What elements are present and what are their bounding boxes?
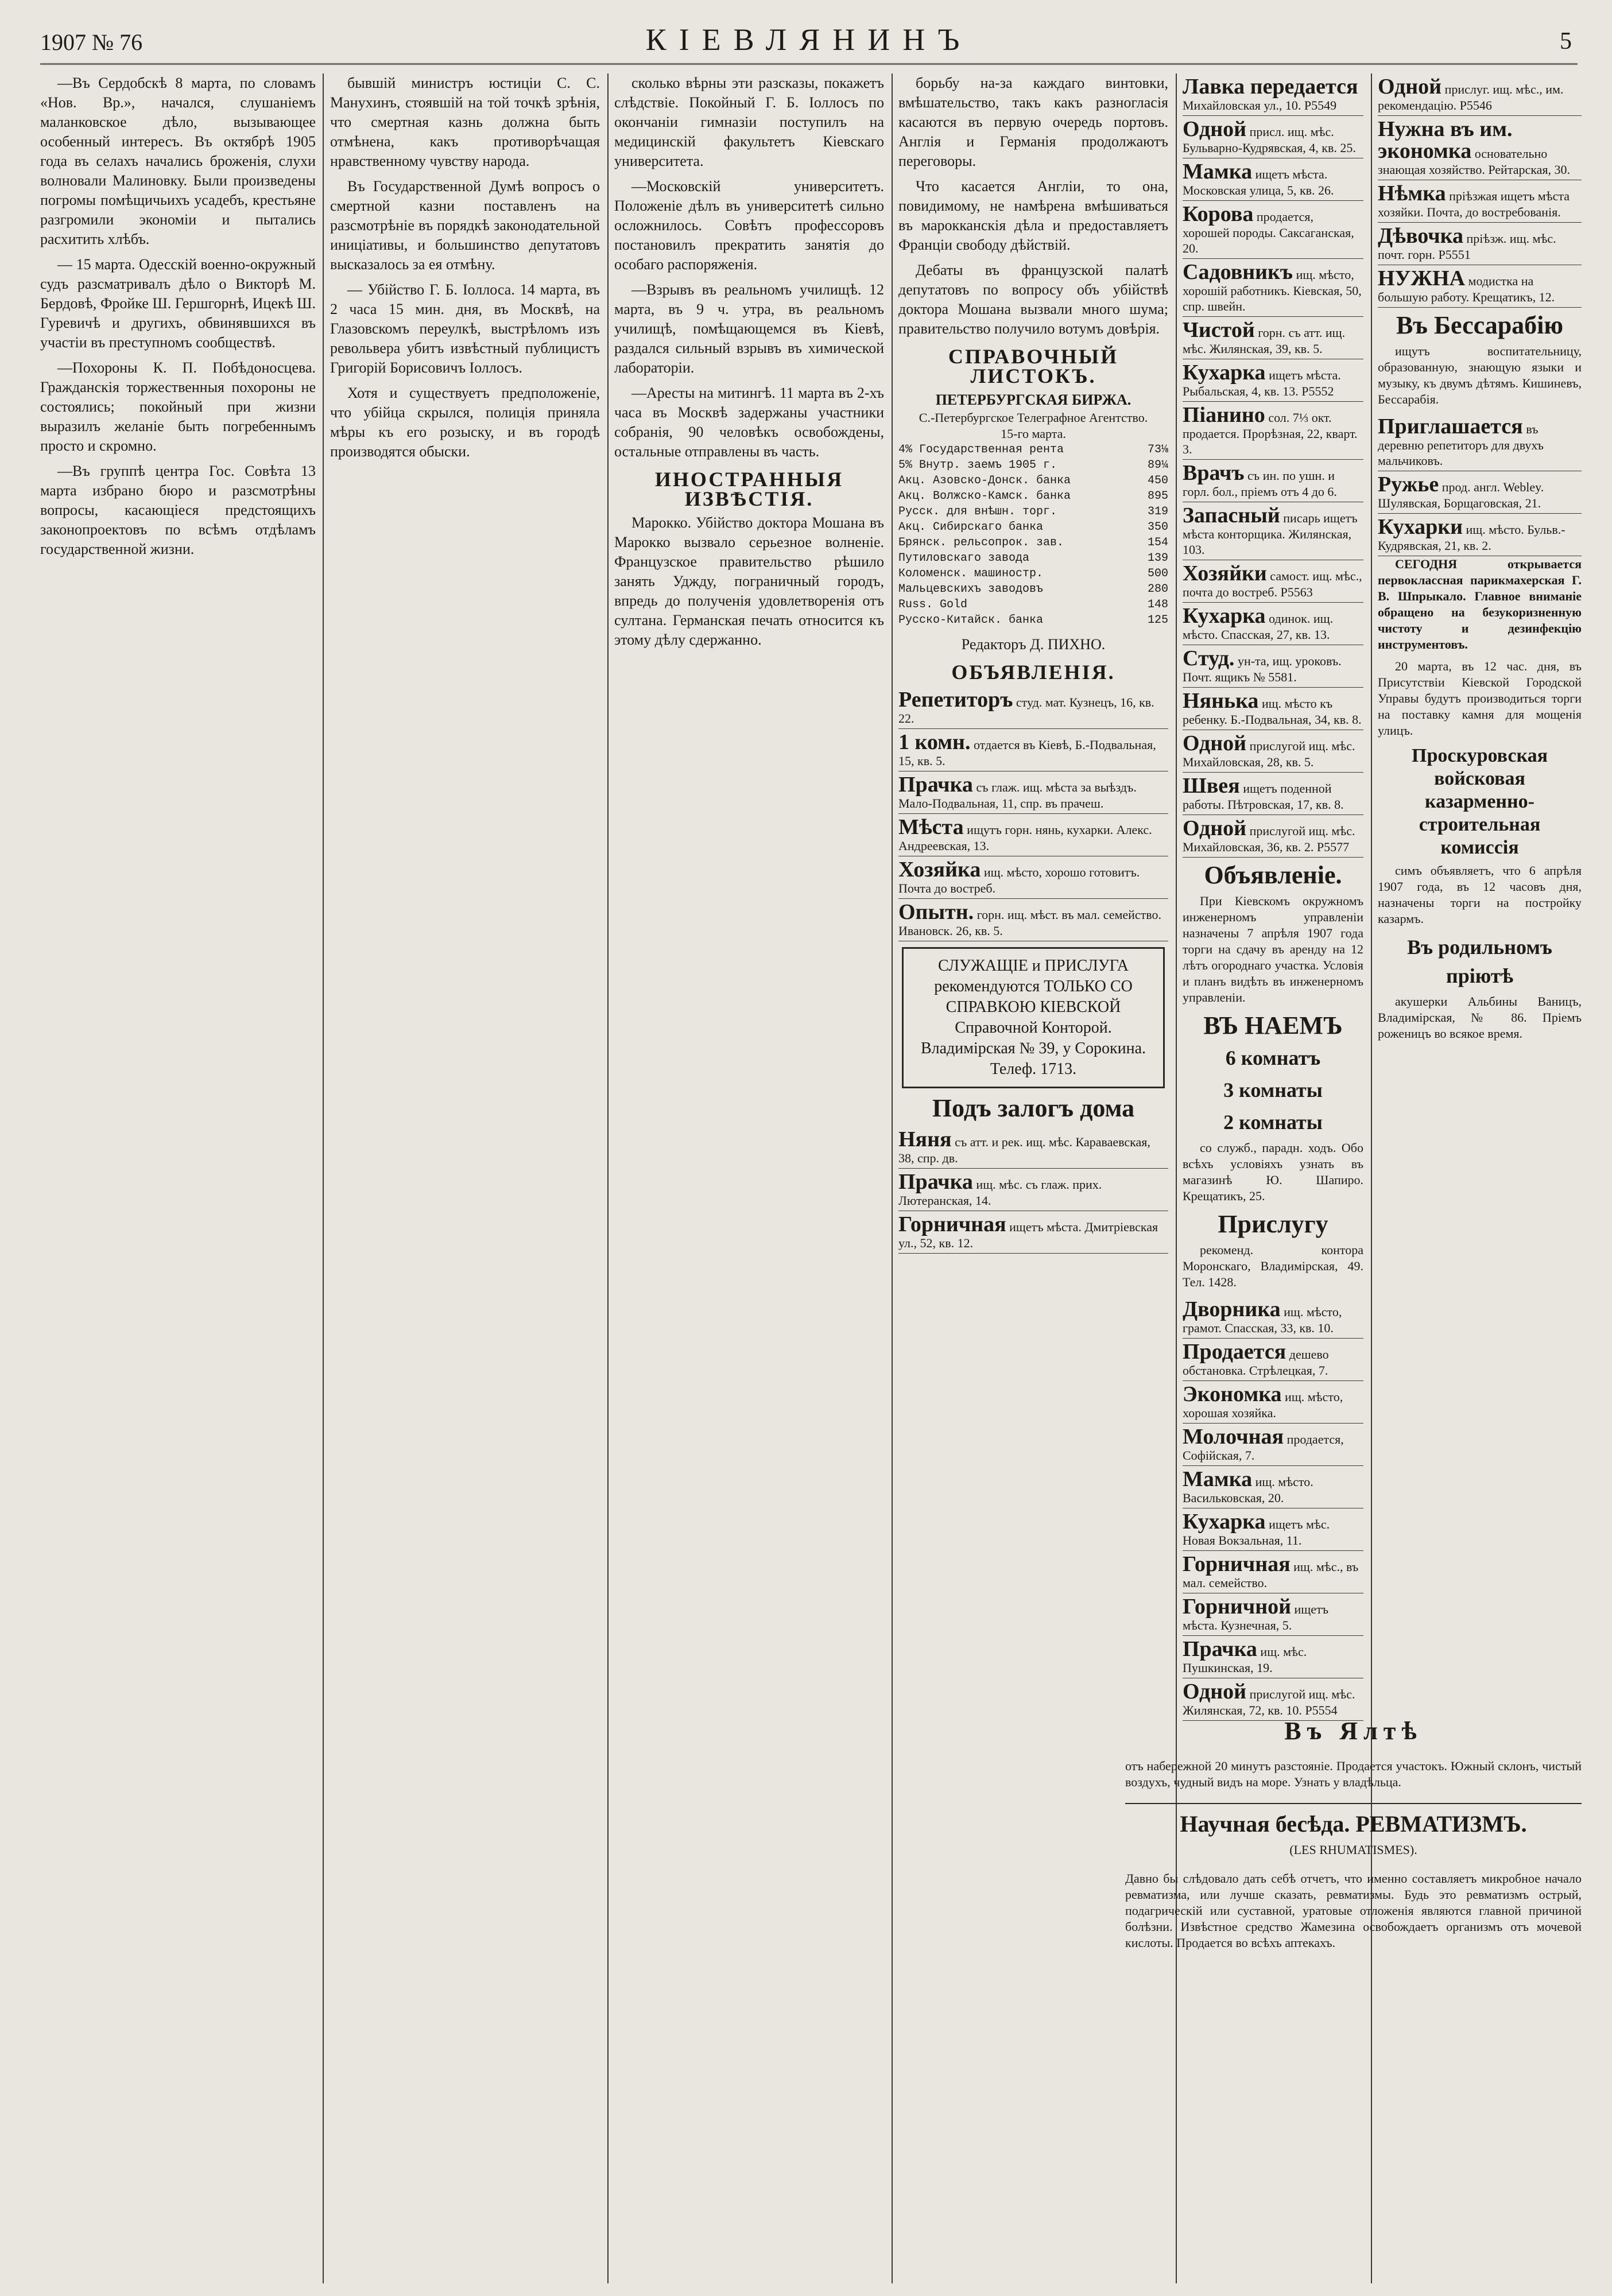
ads-list — [898, 687, 1168, 941]
classified-ad — [1183, 158, 1363, 201]
stock-value: 154 — [1147, 536, 1168, 549]
ad-text: съ атт. и рек. ищ. мѣс. Караваевская, 38, спр. дв. — [898, 1135, 1150, 1165]
stock-value: 125 — [1147, 614, 1168, 627]
ad-headline: Горничная — [898, 1212, 1006, 1236]
ad-headline: Прачка — [898, 1170, 973, 1194]
stock-value: 500 — [1147, 567, 1168, 580]
stock-name: Акц. Сибирскаго банка — [898, 521, 1044, 534]
classified-ad — [1378, 116, 1582, 180]
classified-ad — [1378, 180, 1582, 223]
ad-text: модистка на большую работу. Крещатикъ, 12. — [1378, 274, 1555, 304]
ad-text: присл. ищ. мѣс. Бульварно-Кудрявская, 4, кв. 25. — [1183, 125, 1356, 155]
yalta-heading: Въ Ялтѣ — [1284, 1717, 1423, 1745]
classified-ad — [898, 856, 1168, 899]
ad-text: сол. 7⅓ окт. продается. Прорѣзная, 22, кварт. 3. — [1183, 410, 1358, 456]
ad-text: ищетъ мѣста. Рыбальская, 4, кв. 13. Р5552 — [1183, 368, 1341, 398]
classified-ad — [898, 687, 1168, 729]
ad-headline: Мѣста — [898, 815, 964, 839]
stock-row — [898, 535, 1168, 550]
ad-text: ищетъ мѣста. Московская улица, 5, кв. 26. — [1183, 167, 1334, 197]
commission-text: симъ объявляетъ, что 6 апрѣля 1907 года, въ 12 часовъ дня, назначены торги на постройку казармъ. — [1378, 863, 1582, 926]
masthead — [40, 17, 1578, 65]
ad-text: писарь ищетъ мѣста конторщика. Жилянская, 103. — [1183, 511, 1358, 557]
classified-ad — [1183, 1593, 1363, 1636]
ad-text: ищетъ мѣста. Дмитріевская ул., 52, кв. 12. — [898, 1220, 1158, 1250]
rheumatism-text: Давно бы слѣдовало дать себѣ отчетъ, что именно составляетъ микробное начало ревматизма, или лучше сказать, ревматизмы. Будь это ревматизмъ острый, подагрическій или суставной, уратовые отложенія являются главной причиной болѣзни. Извѣстное средство Жамезина освобождаетъ организмъ отъ мочевой кислоты. Продается во всѣхъ аптекахъ. — [1125, 1871, 1582, 1950]
ad-text: отдается въ Кіевѣ, Б.-Подвальная, 15, кв. 5. — [898, 738, 1156, 768]
ad-headline: Экономка — [1183, 1382, 1282, 1406]
ad-headline: Одной — [1183, 117, 1247, 141]
rent-room: 6 комнатъ — [1225, 1046, 1321, 1069]
stock-row — [898, 519, 1168, 535]
ad-text: ищ. мѣс., въ мал. семейство. — [1183, 1560, 1359, 1590]
rent-heading: ВЪ НАЕМЪ — [1203, 1011, 1343, 1040]
ads-list — [1183, 1296, 1363, 1721]
bessarabia-heading: Въ Бессарабію — [1396, 311, 1564, 339]
stock-value: 73⅛ — [1147, 443, 1168, 456]
ad-text: ищ. мѣсто, хорошій работникъ. Кіевская, 50, спр. швейн. — [1183, 267, 1362, 313]
article-paragraph: —Московскій университетъ. Положеніе дѣлъ въ университетѣ сильно осложнилось. Совѣтъ профессоровъ постановилъ прекратить занятія до особаго распоряженія. — [614, 178, 884, 273]
ad-headline: Кухарки — [1378, 515, 1463, 539]
servant-text: рекоменд. контора Моронскаго, Владимірская, 49. Тел. 1428. — [1183, 1243, 1363, 1289]
ad-text: ищутъ горн. нянь, кухарки. Алекс. Андреевская, 13. — [898, 823, 1152, 853]
classified-ad — [1183, 603, 1363, 645]
classified-ad — [1183, 116, 1363, 158]
column-rule — [892, 73, 893, 2283]
ad-headline: Студ. — [1183, 646, 1235, 670]
classified-ad — [1183, 201, 1363, 259]
ads-list — [898, 1126, 1168, 1254]
article-paragraph: —Похороны К. П. Побѣдоносцева. Гражданскія торжественныя похороны не состоялись; покойный при жизни выразилъ желаніе быть погребеннымъ просто и скромно. — [40, 359, 316, 454]
ad-text: самост. ищ. мѣс., почта до востреб. Р5563 — [1183, 569, 1362, 599]
classified-ad — [1183, 1424, 1363, 1466]
stock-name: 5% Внутр. заемъ 1905 г. — [898, 459, 1057, 472]
ads-list — [1378, 413, 1582, 556]
classified-ad — [1183, 73, 1363, 116]
yalta-text: отъ набережной 20 минутъ разстояніе. Продается участокъ. Южный склонъ, чистый воздухъ, чудный видъ на море. Узнать у владѣльца. — [1125, 1759, 1582, 1789]
ad-headline: Прачка — [898, 773, 973, 797]
ad-headline: Горничной — [1183, 1595, 1291, 1619]
ad-text: ищ. мѣсто. Васильковская, 20. — [1183, 1475, 1313, 1505]
ad-text: ищ. мѣсто. Бульв.-Кудрявская, 21, кв. 2. — [1378, 522, 1566, 553]
classified-ad — [1378, 413, 1582, 471]
ad-text: продается, хорошей породы. Саксаганская, 20. — [1183, 210, 1354, 255]
stock-value: 139 — [1147, 552, 1168, 565]
ad-text: прислуг. ищ. мѣс., им. рекомендацію. Р5546 — [1378, 82, 1564, 113]
ad-headline: Кухарка — [1183, 360, 1266, 385]
ad-text: ун-та, ищ. уроковъ. Почт. ящикъ № 5581. — [1183, 654, 1342, 684]
classified-ad — [1183, 1636, 1363, 1678]
classified-ad — [1183, 402, 1363, 460]
classified-ad — [1183, 730, 1363, 773]
classified-ad — [1183, 560, 1363, 603]
stock-row — [898, 442, 1168, 457]
classified-ad — [1183, 317, 1363, 359]
ad-headline: Прачка — [1183, 1637, 1257, 1661]
ad-text: ищетъ мѣста. Кузнечная, 5. — [1183, 1602, 1328, 1632]
classified-ad — [898, 729, 1168, 771]
newspaper-title: КІЕВЛЯНИНЪ — [645, 22, 972, 57]
maternity-heading: Въ родильномъ пріютѣ — [1407, 936, 1552, 987]
stock-name: Мальцевскихъ заводовъ — [898, 583, 1044, 596]
classified-ad — [1183, 1296, 1363, 1339]
classified-ad — [1183, 1508, 1363, 1551]
wide-ads-area — [1125, 1713, 1582, 1964]
stock-name: Русск. для внѣшн. торг. — [898, 505, 1057, 518]
rent-room: 2 комнаты — [1223, 1111, 1323, 1134]
stock-row — [898, 612, 1168, 628]
classified-ad — [1183, 460, 1363, 502]
ad-text: ищ. мѣс. Пушкинская, 19. — [1183, 1645, 1307, 1675]
ad-headline: Мамка — [1183, 160, 1253, 184]
ad-headline: Хозяйка — [898, 858, 981, 882]
news-column-1 — [40, 73, 316, 2283]
article-paragraph: Въ Государственной Думѣ вопросъ о смертной казни поставленъ на разсмотрѣніе въ порядкѣ законодательной иниціативы, и большинство депутатовъ высказалось за ея отмѣну. — [330, 178, 600, 273]
rheumatism-heading: Научная бесѣда. РЕВМАТИЗМЪ. — [1125, 1803, 1582, 1839]
ad-text: ищ. мѣсто, хорошая хозяйка. — [1183, 1390, 1343, 1420]
ad-text: ищ. мѣсто къ ребенку. Б.-Подвальная, 34, кв. 8. — [1183, 696, 1362, 727]
page-number: 5 — [1560, 28, 1572, 55]
article-paragraph: бывшій министръ юстиціи С. С. Манухинъ, стоявшій на той точкѣ зрѣнія, что смертная казнь должна быть отмѣнена, какъ противорѣчащая нравственному чувству народа. — [330, 75, 600, 169]
date-line: 15-го марта. — [1001, 426, 1066, 441]
servant-heading: Прислугу — [1218, 1210, 1328, 1238]
stock-row — [898, 566, 1168, 581]
classified-ad — [898, 1169, 1168, 1211]
classified-ad — [1378, 265, 1582, 308]
ad-text: основательно знающая хозяйство. Рейтарская, 30. — [1378, 146, 1570, 177]
ad-text: прислугой ищ. мѣс. Михайловская, 28, кв. 5. — [1183, 739, 1355, 769]
ad-headline: 1 комн. — [898, 730, 971, 754]
classified-ad — [1183, 1466, 1363, 1508]
classified-ad — [1183, 645, 1363, 688]
ad-headline: Одной — [1183, 731, 1247, 755]
ad-text: ищ. мѣсто, грамот. Спасская, 33, кв. 10. — [1183, 1305, 1342, 1335]
stock-value: 280 — [1147, 583, 1168, 596]
ad-text: пріѣзж. ищ. мѣс. почт. горн. Р5551 — [1378, 231, 1556, 262]
ad-headline: Запасный — [1183, 503, 1280, 528]
ad-headline: Чистой — [1183, 318, 1255, 342]
ad-headline: Ружье — [1378, 472, 1439, 497]
ads-list — [1183, 73, 1363, 858]
ad-headline: Кухарка — [1183, 1510, 1266, 1534]
classified-ad — [1183, 1381, 1363, 1424]
ad-text: прислугой ищ. мѣс. Жилянская, 72, кв. 10. Р5554 — [1183, 1687, 1355, 1717]
ads-column-6 — [1378, 73, 1582, 1709]
classified-ad — [898, 814, 1168, 856]
ad-text: горн. съ атт. ищ. мѣс. Жилянская, 39, кв. 5. — [1183, 325, 1346, 356]
ad-headline: Врачъ — [1183, 461, 1245, 485]
barber-ad: СЕГОДНЯ открывается первоклассная парикмахерская Г. В. Шпрыкало. Главное вниманіе обращено на безукоризненную чистоту и дезинфекцію инструментовъ. — [1378, 557, 1582, 651]
article-paragraph: Марокко. Убійство доктора Мошана въ Марокко вызвало серьезное волненіе. Французское правительство рѣшило занять Уджду, пограничный городъ, впредь до полученія удовлетворенія отъ султана. Германская печать относится къ этому дѣлу сдержанно. — [614, 514, 884, 648]
stock-value: 450 — [1147, 474, 1168, 487]
stock-value: 89¼ — [1147, 459, 1168, 472]
stock-value: 895 — [1147, 490, 1168, 503]
article-paragraph: Дебаты въ французской палатѣ депутатовъ по вопросу объ убійствѣ доктора Мошана вызвали много шума; правительство получило вотумъ довѣрія. — [898, 262, 1168, 337]
classified-ad — [1378, 73, 1582, 116]
ad-headline: Одной — [1183, 1680, 1247, 1704]
stock-row — [898, 473, 1168, 488]
classified-ad — [898, 1126, 1168, 1169]
classified-ad — [898, 1211, 1168, 1254]
ad-headline: Кухарка — [1183, 604, 1266, 628]
classified-ad — [898, 771, 1168, 814]
classified-ad — [1183, 1339, 1363, 1381]
article-paragraph: —Аресты на митингѣ. 11 марта въ 2-хъ часа въ Москвѣ задержаны участники собранія, 90 человѣкъ освобождены, остальные отправлены въ часть. — [614, 385, 884, 460]
classified-ad — [1183, 773, 1363, 815]
ad-headline: Садовникъ — [1183, 260, 1293, 284]
stock-row — [898, 581, 1168, 597]
stock-row — [898, 457, 1168, 473]
ad-headline: Нѣмка — [1378, 181, 1446, 205]
maternity-text: акушерки Альбины Ваницъ, Владимірская, № 86. Пріемъ роженицъ во всякое время. — [1378, 994, 1582, 1041]
ads-heading: ОБЪЯВЛЕНІЯ. — [951, 661, 1115, 684]
notice-text: При Кіевскомъ окружномъ инженерномъ управленіи назначены 7 апрѣля 1907 года торги на сдачу въ аренду на 12 лѣтъ огороднаго участка. Условія и планъ видѣть въ инженерномъ управленіи. — [1183, 894, 1363, 1004]
ad-headline: Хозяйки — [1183, 561, 1267, 585]
classified-ad — [1183, 359, 1363, 402]
stock-row — [898, 597, 1168, 612]
stock-row — [898, 504, 1168, 519]
stock-value: 350 — [1147, 521, 1168, 534]
ad-headline: НУЖНА — [1378, 266, 1466, 290]
ad-headline: Одной — [1378, 75, 1442, 99]
ad-headline: Приглашается — [1378, 414, 1523, 439]
ad-text: продается, Софійская, 7. — [1183, 1432, 1344, 1463]
classified-ad — [1183, 688, 1363, 730]
ad-headline: Репетиторъ — [898, 688, 1013, 712]
article-paragraph: Хотя и существуетъ предположеніе, что убійца скрылся, полиція приняла мѣры къ его розыску, и въ городѣ производятся обыски. — [330, 385, 600, 460]
ad-headline: Дѣвочка — [1378, 224, 1463, 248]
ad-text: ищетъ мѣс. Новая Вокзальная, 11. — [1183, 1517, 1330, 1548]
ads-column-5 — [1183, 73, 1363, 1717]
ad-text: горн. ищ. мѣст. въ мал. семейство. Ивановск. 26, кв. 5. — [898, 907, 1162, 938]
stock-table — [898, 442, 1168, 628]
reference-heading: СПРАВОЧНЫЙ ЛИСТОКЪ. — [948, 345, 1119, 387]
ad-text: пріѣзжая ищетъ мѣста хозяйки. Почта, до востребованія. — [1378, 189, 1570, 219]
ad-headline: Одной — [1183, 816, 1247, 840]
rent-text: со служб., парадн. ходъ. Обо всѣхъ условіяхъ узнать въ магазинѣ Ю. Шапиро. Крещатикъ, 25. — [1183, 1141, 1363, 1203]
stock-name: Акц. Азовско-Донск. банка — [898, 474, 1071, 487]
stock-value: 148 — [1147, 598, 1168, 611]
notice-heading: Объявленіе. — [1204, 861, 1342, 889]
city-notice: 20 марта, въ 12 час. дня, въ Присутствіи Кіевской Городской Управы будутъ производиться торги на поставку камня для мощенія улицъ. — [1378, 659, 1582, 738]
stock-row — [898, 488, 1168, 504]
ad-headline: Опытн. — [898, 900, 974, 924]
article-paragraph: — Убійство Г. Б. Іоллоса. 14 марта, въ 2 часа 15 мин. дня, въ Москвѣ, на Глазовскомъ переулкѣ, выстрѣломъ изъ револьвера убитъ извѣстный публицистъ Григорій Борисовичъ Іоллосъ. — [330, 281, 600, 376]
article-paragraph: борьбу на-за каждаго винтовки, вмѣшательство, такъ какъ разногласія касаются въ первую очередь портовъ. Англія и Германія продолжаютъ переговоры. — [898, 75, 1168, 169]
exchange-heading: ПЕТЕРБУРГСКАЯ БИРЖА. — [935, 391, 1132, 408]
stock-name: Брянск. рельсопрок. зав. — [898, 536, 1064, 549]
ad-text: ищ. мѣсто, хорошо готовитъ. Почта до востреб. — [898, 865, 1140, 895]
editor-line: Редакторъ Д. ПИХНО. — [961, 636, 1106, 653]
ad-text: въ деревню репетиторъ для двухъ мальчиковъ. — [1378, 422, 1544, 468]
stock-name: Коломенск. машиностр. — [898, 567, 1044, 580]
ad-text: прод. англ. Webley. Шулявская, Борщаговская, 21. — [1378, 480, 1544, 510]
ad-headline: Піанино — [1183, 403, 1265, 427]
foreign-news-heading: ИНОСТРАННЫЯ ИЗВѢСТІЯ. — [654, 468, 844, 510]
ad-text: ищетъ поденной работы. Пѣтровская, 17, кв. 8. — [1183, 781, 1344, 812]
rheumatism-subtitle: (LES RHUMATISMES). — [1289, 1843, 1417, 1857]
news-column-3 — [614, 73, 884, 2283]
stock-name: Russ. Gold — [898, 598, 968, 611]
classified-ad — [1183, 259, 1363, 317]
loan-ad-heading: Подъ залогъ дома — [932, 1094, 1135, 1122]
commission-heading: Проскуровская войсковая казарменно-строительная комиссія — [1412, 745, 1548, 858]
ad-headline: Продается — [1183, 1340, 1286, 1364]
ad-headline: Корова — [1183, 202, 1254, 226]
ad-headline: Мамка — [1183, 1467, 1253, 1491]
agency-line: С.-Петербургское Телеграфное Агентство. — [919, 410, 1148, 425]
article-paragraph: —Въ группѣ центра Гос. Совѣта 13 марта избрано бюро и разсмотрѣны вопросы, касающіеся предстоящихъ законопроектовъ по всѣмъ отдѣламъ государственной жизни. — [40, 463, 316, 557]
ad-text: ищ. мѣс. съ глаж. прих. Лютеранская, 14. — [898, 1177, 1102, 1208]
article-paragraph: —Въ Сердобскѣ 8 марта, по словамъ «Нов. Вр.», начался, слушаніемъ маланковское дѣло, вызывающее особенный интересъ. Въ октябрѣ 1905 года въ селахъ начались броженія, слухи волновали Малиновку. Были произведены погромы помѣщичьихъ усадебъ, крестьяне разгромили экономіи и пытались расхитить хлѣбъ. — [40, 75, 316, 247]
classified-ad — [898, 899, 1168, 941]
ad-text: съ глаж. ищ. мѣста за выѣздъ. Мало-Подвальная, 11, спр. въ прачеш. — [898, 780, 1137, 810]
ad-headline: Дворника — [1183, 1297, 1281, 1321]
ad-headline: Нужна въ им. экономка — [1378, 117, 1513, 163]
article-paragraph: Что касается Англіи, то она, повидимому, не намѣрена вмѣшиваться въ марокканскія дѣла и предоставляетъ Франціи свободу дѣйствій. — [898, 178, 1168, 253]
article-paragraph: сколько вѣрны эти разсказы, покажетъ слѣдствіе. Покойный Г. Б. Іоллосъ по окончаніи гимназіи поступилъ на медицинскій факультетъ Кіевскаго университета. — [614, 75, 884, 169]
classified-ad — [1378, 223, 1582, 265]
stock-value: 319 — [1147, 505, 1168, 518]
ad-headline: Нянька — [1183, 689, 1259, 713]
classified-ad — [1183, 502, 1363, 560]
classified-ad — [1183, 1551, 1363, 1593]
ad-text: одинок. ищ. мѣсто. Спасская, 27, кв. 13. — [1183, 611, 1334, 642]
stock-row — [898, 550, 1168, 566]
classified-ad — [1183, 815, 1363, 858]
ad-text: прислугой ищ. мѣс. Михайловская, 36, кв. 2. Р5577 — [1183, 824, 1355, 854]
ad-headline: Горничная — [1183, 1552, 1291, 1576]
rent-room: 3 комнаты — [1223, 1079, 1323, 1102]
article-paragraph: — 15 марта. Одесскій военно-окружный судъ разсматривалъ дѣло о Викторѣ М. Бердовѣ, Фройке Ш. Гершгорнѣ, Ицекѣ Ш. Гуревичѣ и другихъ, обвинявшихся въ участіи въ преступномъ сообществѣ. — [40, 256, 316, 351]
agency-ad-box: СЛУЖАЩІЕ и ПРИСЛУГА рекомендуются ТОЛЬКО СО СПРАВКОЮ КІЕВСКОЙ Справочной Конторой. Владимірская № 39, у Сорокина. Телеф. 1713. — [902, 947, 1165, 1088]
ad-text: студ. мат. Кузнецъ, 16, кв. 22. — [898, 695, 1154, 726]
news-column-2 — [330, 73, 600, 2283]
column-rule — [323, 73, 324, 2283]
stock-name: 4% Государственная рента — [898, 443, 1064, 456]
ad-headline: Швея — [1183, 774, 1240, 798]
column-rule — [607, 73, 609, 2283]
ad-text: Михайловская ул., 10. Р5549 — [1183, 98, 1337, 113]
ad-text: дешево обстановка. Стрѣлецкая, 7. — [1183, 1347, 1329, 1378]
ad-text: съ ин. по ушн. и горл. бол., пріемъ отъ 4 до 6. — [1183, 468, 1337, 499]
article-paragraph: —Взрывъ въ реальномъ училищѣ. 12 марта, въ 9 ч. утра, въ реальномъ училищѣ, помѣщающемся въ Кіевѣ, раздался сильный взрывъ въ химической лабораторіи. — [614, 281, 884, 376]
stock-name: Русско-Китайск. банка — [898, 614, 1044, 627]
ad-headline: Няня — [898, 1127, 952, 1151]
issue-number: 1907 № 76 — [40, 29, 143, 55]
ads-list — [1378, 73, 1582, 308]
stock-name: Акц. Волжско-Камск. банка — [898, 490, 1071, 503]
ad-headline: Лавка передается — [1183, 75, 1358, 99]
classified-ad — [1378, 514, 1582, 556]
ad-headline: Молочная — [1183, 1425, 1284, 1449]
classified-ad — [1378, 471, 1582, 514]
bessarabia-text: ищутъ воспитательницу, образованную, знающую языки и музыку, къ двумъ дѣтямъ. Кишиневъ, Бессарабія. — [1378, 344, 1582, 406]
stock-name: Путиловскаго завода — [898, 552, 1030, 565]
